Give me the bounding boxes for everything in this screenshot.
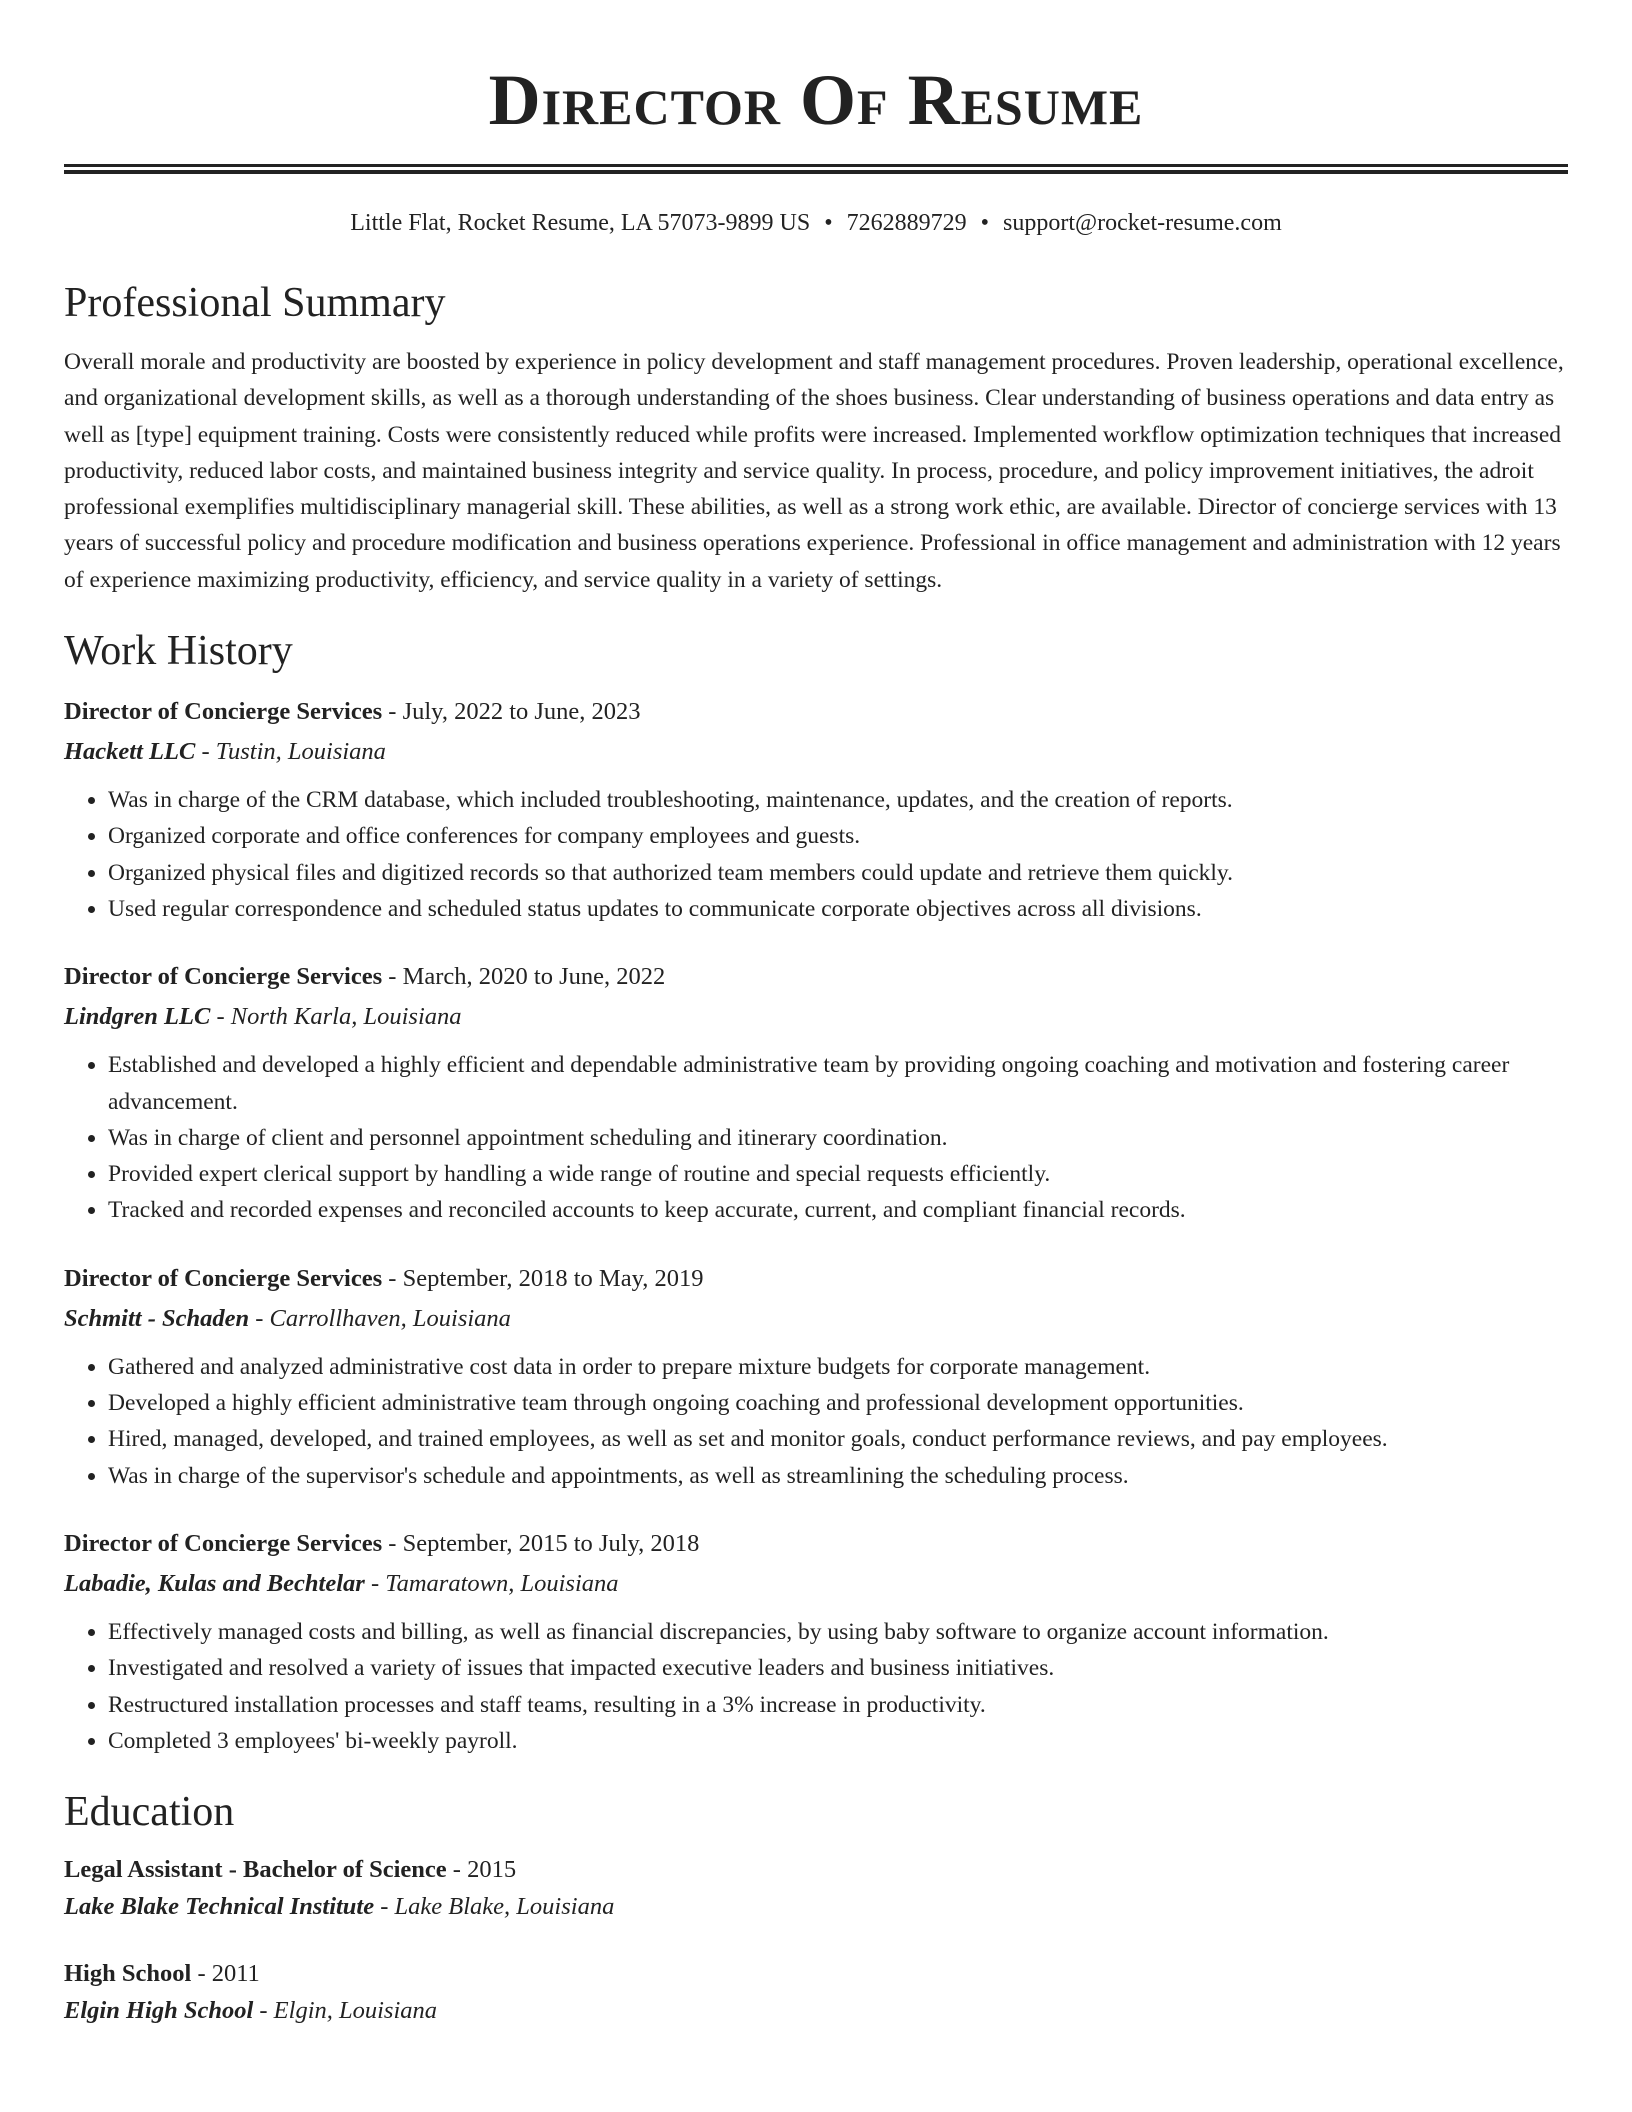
resume-page [64,0,1568,2029]
job-title: Director of Concierge Services [64,698,383,726]
job-bullet: • Was in charge of client and personnel appointment scheduling and itinerary coordination. [108,1120,1568,1156]
education-entry [64,1851,1568,1925]
job-bullet: • Hired, managed, developed, and trained employees, as well as set and monitor goals, conduct performance reviews, and pay employees. [108,1421,1568,1457]
job-title-line [64,692,1568,732]
contact-phone: 7262889729 [846,210,967,236]
education-degree-line [64,1955,1568,1992]
work-history-heading: Work History [64,628,293,675]
summary-heading: Professional Summary [64,280,446,326]
summary-text: Overall morale and productivity are boosted by experience in policy development and staff management procedures. Proven leadership, operational excellence, and organizational development skills, as well as a thorough understanding of the shoes business. Clear understanding of business operations and data entry as well as [type] equipment training. Costs were consistently reduced while profits were increased. Implemented workflow optimization techniques that increased productivity, reduced labor costs, and maintained business integrity and service quality. In process, procedure, and policy improvement initiatives, the adroit professional exemplifies multidisciplinary managerial skill. These abilities, as well as a strong work ethic, are available. Director of concierge services with 13 years of successful policy and procedure modification and business operations experience. Professional in office management and administration with 12 years of experience maximizing productivity, efficiency, and service quality in a variety of settings. [64,349,1564,593]
job-bullet: • Developed a highly efficient administrative team through ongoing coaching and professional development opportunities. [108,1385,1568,1421]
job-bullet: • Restructured installation processes and staff teams, resulting in a 3% increase in productivity. [108,1687,1568,1723]
job-company: Labadie, Kulas and Bechtelar [64,1569,365,1597]
job-bullets [64,782,1568,927]
job-bullet: • Was in charge of the supervisor's schedule and appointments, as well as streamlining the scheduling process. [108,1458,1568,1494]
job-bullet: • Effectively managed costs and billing, as well as financial discrepancies, by using baby software to organize account information. [108,1614,1568,1650]
job-bullets [64,1349,1568,1494]
contact-separator: • [980,210,990,236]
job-company: Hackett LLC [64,738,196,766]
job-location: - North Karla, Louisiana [210,1003,462,1031]
resume-title: Director Of Resume [488,60,1144,140]
job-location: - Carrollhaven, Louisiana [249,1304,511,1332]
job-title: Director of Concierge Services [64,1529,383,1557]
job-bullet: • Investigated and resolved a variety of issues that impacted executive leaders and business initiatives. [108,1650,1568,1686]
education-year: - 2015 [446,1856,517,1884]
education-heading: Education [64,1789,235,1836]
job-dates: - September, 2018 to May, 2019 [382,1264,704,1292]
job-company: Schmitt - Schaden [64,1304,250,1332]
job-location: - Tustin, Louisiana [195,738,386,766]
education-school-line [64,1888,1568,1925]
job-title-line [64,1524,1568,1564]
education-degree: High School [64,1960,192,1988]
job-bullet: • Was in charge of the CRM database, which included troubleshooting, maintenance, updates, and the creation of reports. [108,782,1568,818]
job-dates: - September, 2015 to July, 2018 [382,1529,700,1557]
education-location: - Lake Blake, Louisiana [374,1893,615,1921]
education-school: Elgin High School [64,1997,254,2025]
education-year: - 2011 [191,1960,260,1988]
education-location: - Elgin, Louisiana [253,1997,438,2025]
education-entry [64,1955,1568,2029]
education-school-line [64,1992,1568,2029]
contact-line [64,208,1568,238]
job-bullets [64,1614,1568,1759]
job-entry [64,1259,1568,1494]
education-degree-line [64,1851,1568,1888]
job-location: - Tamaratown, Louisiana [364,1569,619,1597]
job-entry [64,1524,1568,1759]
job-company: Lindgren LLC [64,1003,211,1031]
job-entry [64,692,1568,927]
job-company-line [64,732,1568,772]
job-bullets [64,1047,1568,1228]
education-degree: Legal Assistant - Bachelor of Science [64,1856,447,1884]
job-bullet: • Tracked and recorded expenses and reconciled accounts to keep accurate, current, and compliant financial records. [108,1192,1568,1228]
job-company-line [64,1299,1568,1339]
job-bullet: • Organized physical files and digitized records so that authorized team members could update and retrieve them quickly. [108,855,1568,891]
contact-address: Little Flat, Rocket Resume, LA 57073-9899 US [350,210,811,236]
job-title: Director of Concierge Services [64,963,383,991]
education-school: Lake Blake Technical Institute [64,1893,375,1921]
job-bullet: • Completed 3 employees' bi-weekly payroll. [108,1723,1568,1759]
job-bullet: • Gathered and analyzed administrative cost data in order to prepare mixture budgets for corporate management. [108,1349,1568,1385]
job-bullet: • Established and developed a highly efficient and dependable administrative team by providing ongoing coaching and motivation and fostering career advancement. [108,1047,1568,1120]
job-title-line [64,1259,1568,1299]
job-entry [64,957,1568,1228]
contact-separator: • [824,210,833,236]
job-bullet: • Provided expert clerical support by handling a wide range of routine and special requests efficiently. [108,1156,1568,1192]
job-title-line [64,957,1568,997]
job-bullet: • Organized corporate and office conferences for company employees and guests. [108,818,1568,854]
job-dates: - July, 2022 to June, 2023 [382,698,641,726]
title-divider [64,164,1568,174]
job-bullet: • Used regular correspondence and scheduled status updates to communicate corporate objectives across all divisions. [108,891,1568,927]
contact-email: support@rocket-resume.com [1003,210,1282,236]
job-dates: - March, 2020 to June, 2022 [382,963,666,991]
job-company-line [64,1564,1568,1604]
job-company-line [64,997,1568,1037]
job-title: Director of Concierge Services [64,1264,383,1292]
